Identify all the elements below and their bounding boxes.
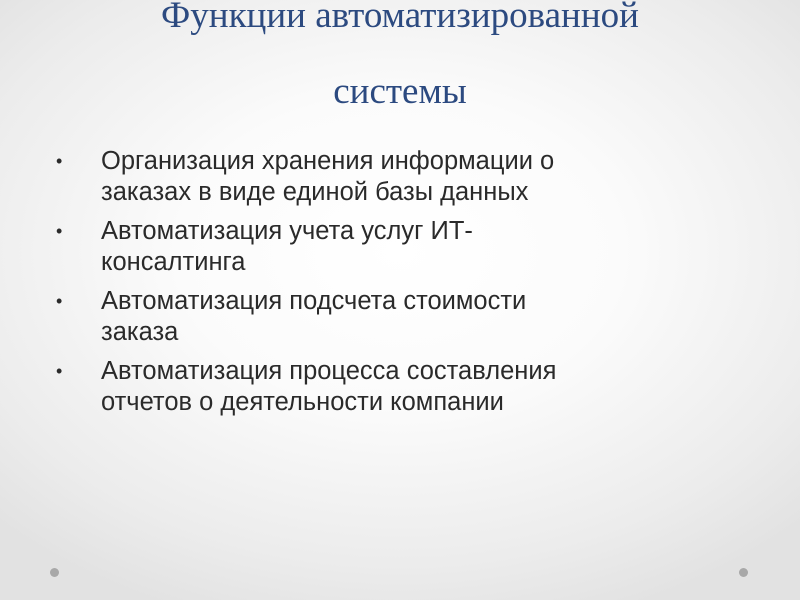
bullet-text-line-1: Автоматизация учета услуг ИТ- (101, 217, 473, 245)
bullet-text-line-1: Организация хранения информации о (101, 147, 555, 175)
decorative-dot-bottom-left (50, 568, 59, 577)
bullet-item-3 (56, 286, 756, 348)
bullet-item-2 (56, 216, 756, 278)
bullet-text-line-1: Автоматизация процесса составления (101, 357, 557, 385)
bullet-list (56, 146, 756, 426)
slide-title-line-1: Функции автоматизированной (161, 0, 639, 36)
decorative-dot-bottom-right (739, 568, 748, 577)
bullet-item-1 (56, 146, 756, 208)
bullet-text-line-2: консалтинга (101, 248, 246, 276)
bullet-item-4 (56, 356, 756, 418)
bullet-text-line-2: заказа (101, 318, 179, 346)
bullet-text-line-1: Автоматизация подсчета стоимости (101, 287, 527, 315)
bullet-icon: • (56, 151, 63, 171)
bullet-icon: • (56, 361, 63, 381)
slide-title (0, 0, 800, 130)
bullet-text-line-2: заказах в виде единой базы данных (101, 178, 529, 206)
bullet-icon: • (56, 221, 63, 241)
slide-title-line-2: системы (333, 71, 467, 112)
bullet-text-line-2: отчетов о деятельности компании (101, 388, 504, 416)
bullet-icon: • (56, 291, 63, 311)
